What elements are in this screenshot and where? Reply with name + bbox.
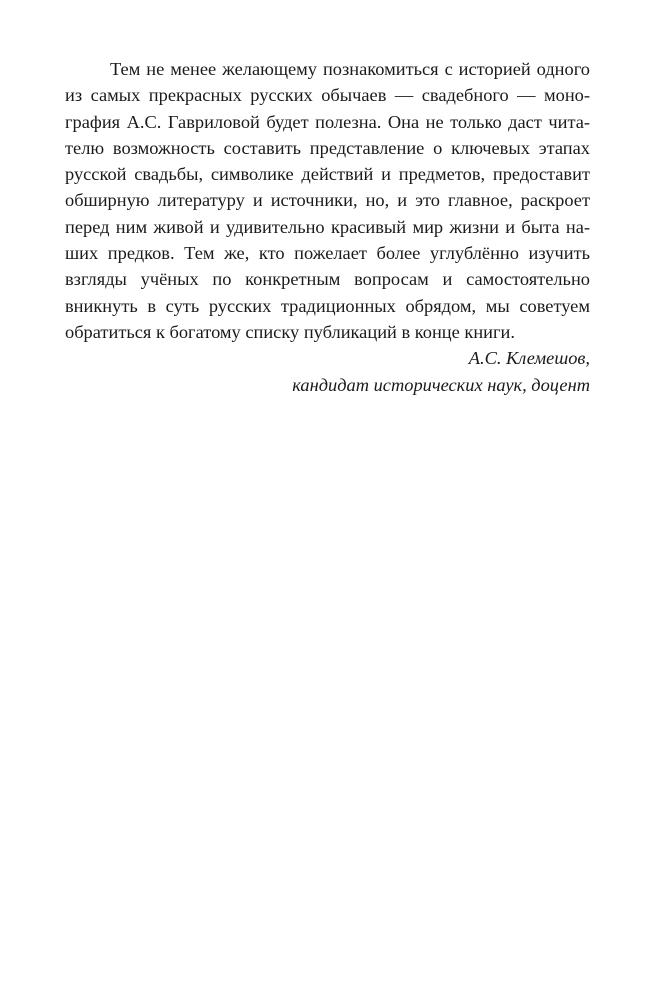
paragraph-line: из самых прекрасных русских обычаев — свадебного — моно-	[65, 85, 590, 106]
author-name: А.С. Клемешов,	[468, 348, 590, 369]
paragraph-line: телю возможность составить представление о ключевых этапах	[65, 137, 590, 158]
paragraph-line: ших предков. Тем же, кто пожелает более углублённо изучить	[65, 243, 590, 264]
paragraph-line: обширную литературу и источники, но, и это главное, раскроет	[65, 190, 590, 211]
author-title: кандидат исторических наук, доцент	[292, 374, 590, 395]
paragraph-line: вникнуть в суть русских традиционных обрядом, мы советуем	[65, 295, 590, 316]
paragraph-line: русской свадьбы, символике действий и предметов, предоставит	[65, 164, 590, 185]
body-text	[65, 56, 590, 398]
paragraph-line: перед ним живой и удивительно красивый мир жизни и быта на-	[65, 216, 590, 237]
paragraph-line: обратиться к богатому списку публикаций в конце книги.	[65, 321, 515, 342]
paragraph-line: Тем не менее желающему познакомиться с историей одного	[110, 59, 590, 79]
paragraph-line: взгляды учёных по конкретным вопросам и самостоятельно	[65, 269, 590, 290]
paragraph-line: графия А.С. Гавриловой будет полезна. Она не только даст чита-	[65, 111, 590, 132]
